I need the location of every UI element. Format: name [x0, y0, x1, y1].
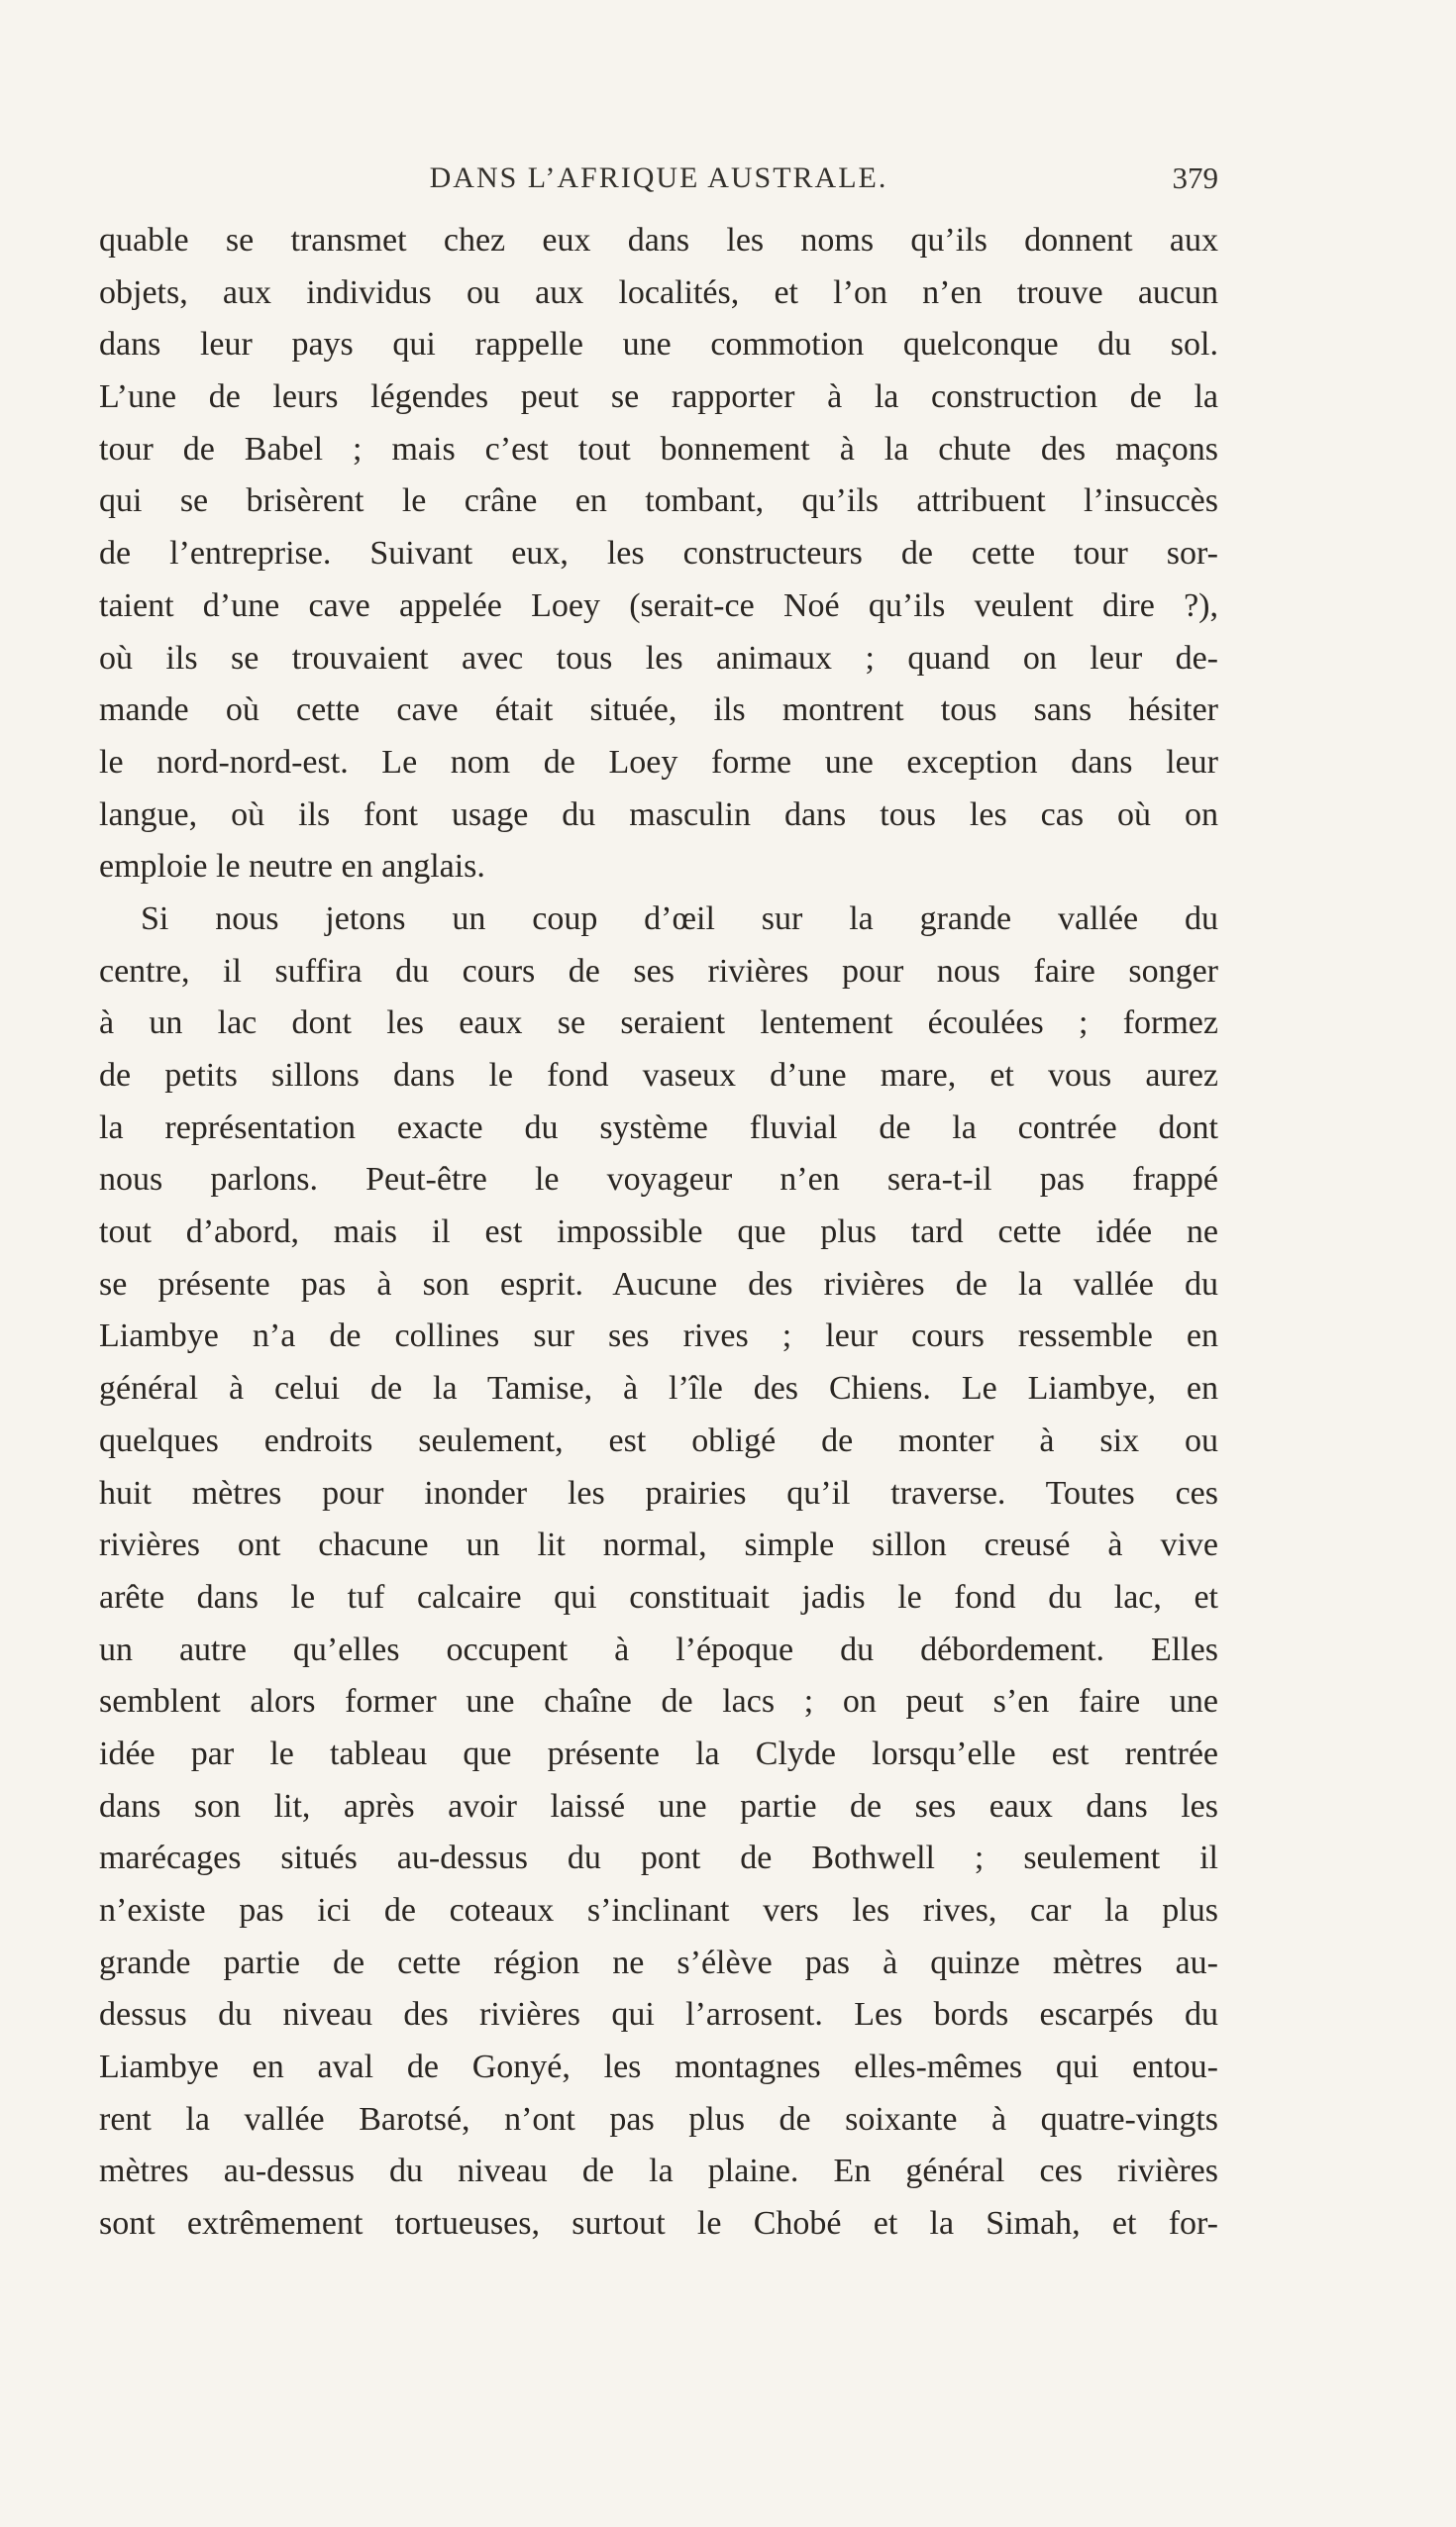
body-text [99, 215, 1218, 2251]
text-line: nous parlons. Peut-être le voyageur n’en sera-t-il pas frappé [99, 1161, 1218, 1199]
text-line: grande partie de cette région ne s’élève pas à quinze mètres au- [99, 1944, 1218, 1981]
text-line: de l’entreprise. Suivant eux, les constructeurs de cette tour sor- [99, 535, 1218, 573]
text-line: où ils se trouvaient avec tous les animaux ; quand on leur de- [99, 639, 1218, 677]
text-line: tout d’abord, mais il est impossible que plus tard cette idée ne [99, 1213, 1218, 1251]
text-line: Liambye en aval de Gonyé, les montagnes elles-mêmes qui entou- [99, 2049, 1218, 2086]
text-line: le nord-nord-est. Le nom de Loey forme une exception dans leur [99, 743, 1218, 781]
running-title: DANS L’AFRIQUE AUSTRALE. [429, 161, 888, 194]
text-line: arête dans le tuf calcaire qui constituait jadis le fond du lac, et [99, 1578, 1218, 1616]
text-line: L’une de leurs légendes peut se rapporter à la construction de la [99, 378, 1218, 416]
text-line: rent la vallée Barotsé, n’ont pas plus de soixante à quatre-vingts [99, 2100, 1218, 2138]
text-line: centre, il suffira du cours de ses rivières pour nous faire songer [99, 952, 1218, 990]
text-line: de petits sillons dans le fond vaseux d’une mare, et vous aurez [99, 1057, 1218, 1094]
text-line: mande où cette cave était située, ils montrent tous sans hésiter [99, 691, 1218, 729]
text-line: mètres au-dessus du niveau de la plaine. En général ces rivières [99, 2153, 1218, 2190]
text-line: tour de Babel ; mais c’est tout bonnement à la chute des maçons [99, 430, 1218, 468]
text-line: général à celui de la Tamise, à l’île des Chiens. Le Liambye, en [99, 1370, 1218, 1408]
text-line: à un lac dont les eaux se seraient lentement écoulées ; formez [99, 1004, 1218, 1042]
text-line: marécages situés au-dessus du pont de Bothwell ; seulement il [99, 1840, 1218, 1877]
page-number: 379 [1172, 160, 1218, 195]
text-line: idée par le tableau que présente la Clyde lorsqu’elle est rentrée [99, 1735, 1218, 1772]
text-line: quelques endroits seulement, est obligé de monter à six ou [99, 1421, 1218, 1459]
running-head [99, 158, 1218, 198]
text-line: dans son lit, après avoir laissé une partie de ses eaux dans les [99, 1787, 1218, 1825]
text-line: dessus du niveau des rivières qui l’arrosent. Les bords escarpés du [99, 1996, 1218, 2034]
text-line: Liambye n’a de collines sur ses rives ; leur cours ressemble en [99, 1317, 1218, 1355]
text-line: rivières ont chacune un lit normal, simple sillon creusé à vive [99, 1527, 1218, 1564]
paragraph-end-line: emploie le neutre en anglais. [99, 848, 485, 886]
text-line: quable se transmet chez eux dans les noms qu’ils donnent aux [99, 222, 1218, 259]
text-line: qui se brisèrent le crâne en tombant, qu’ils attribuent l’insuccès [99, 482, 1218, 520]
paragraph-start-line: Si nous jetons un coup d’œil sur la grande vallée du [141, 899, 1218, 937]
text-line: la représentation exacte du système fluvial de la contrée dont [99, 1108, 1218, 1146]
text-line: objets, aux individus ou aux localités, et l’on n’en trouve aucun [99, 273, 1218, 311]
text-line: huit mètres pour inonder les prairies qu’il traverse. Toutes ces [99, 1474, 1218, 1512]
text-line: n’existe pas ici de coteaux s’inclinant vers les rives, car la plus [99, 1892, 1218, 1929]
text-line: dans leur pays qui rappelle une commotion quelconque du sol. [99, 326, 1218, 364]
text-line: sont extrêmement tortueuses, surtout le Chobé et la Simah, et for- [99, 2205, 1218, 2243]
text-line: semblent alors former une chaîne de lacs ; on peut s’en faire une [99, 1683, 1218, 1721]
text-line: se présente pas à son esprit. Aucune des rivières de la vallée du [99, 1265, 1218, 1303]
text-line: langue, où ils font usage du masculin dans tous les cas où on [99, 795, 1218, 833]
text-line: taient d’une cave appelée Loey (serait-ce Noé qu’ils veulent dire ?), [99, 586, 1218, 624]
text-line: un autre qu’elles occupent à l’époque du débordement. Elles [99, 1631, 1218, 1668]
